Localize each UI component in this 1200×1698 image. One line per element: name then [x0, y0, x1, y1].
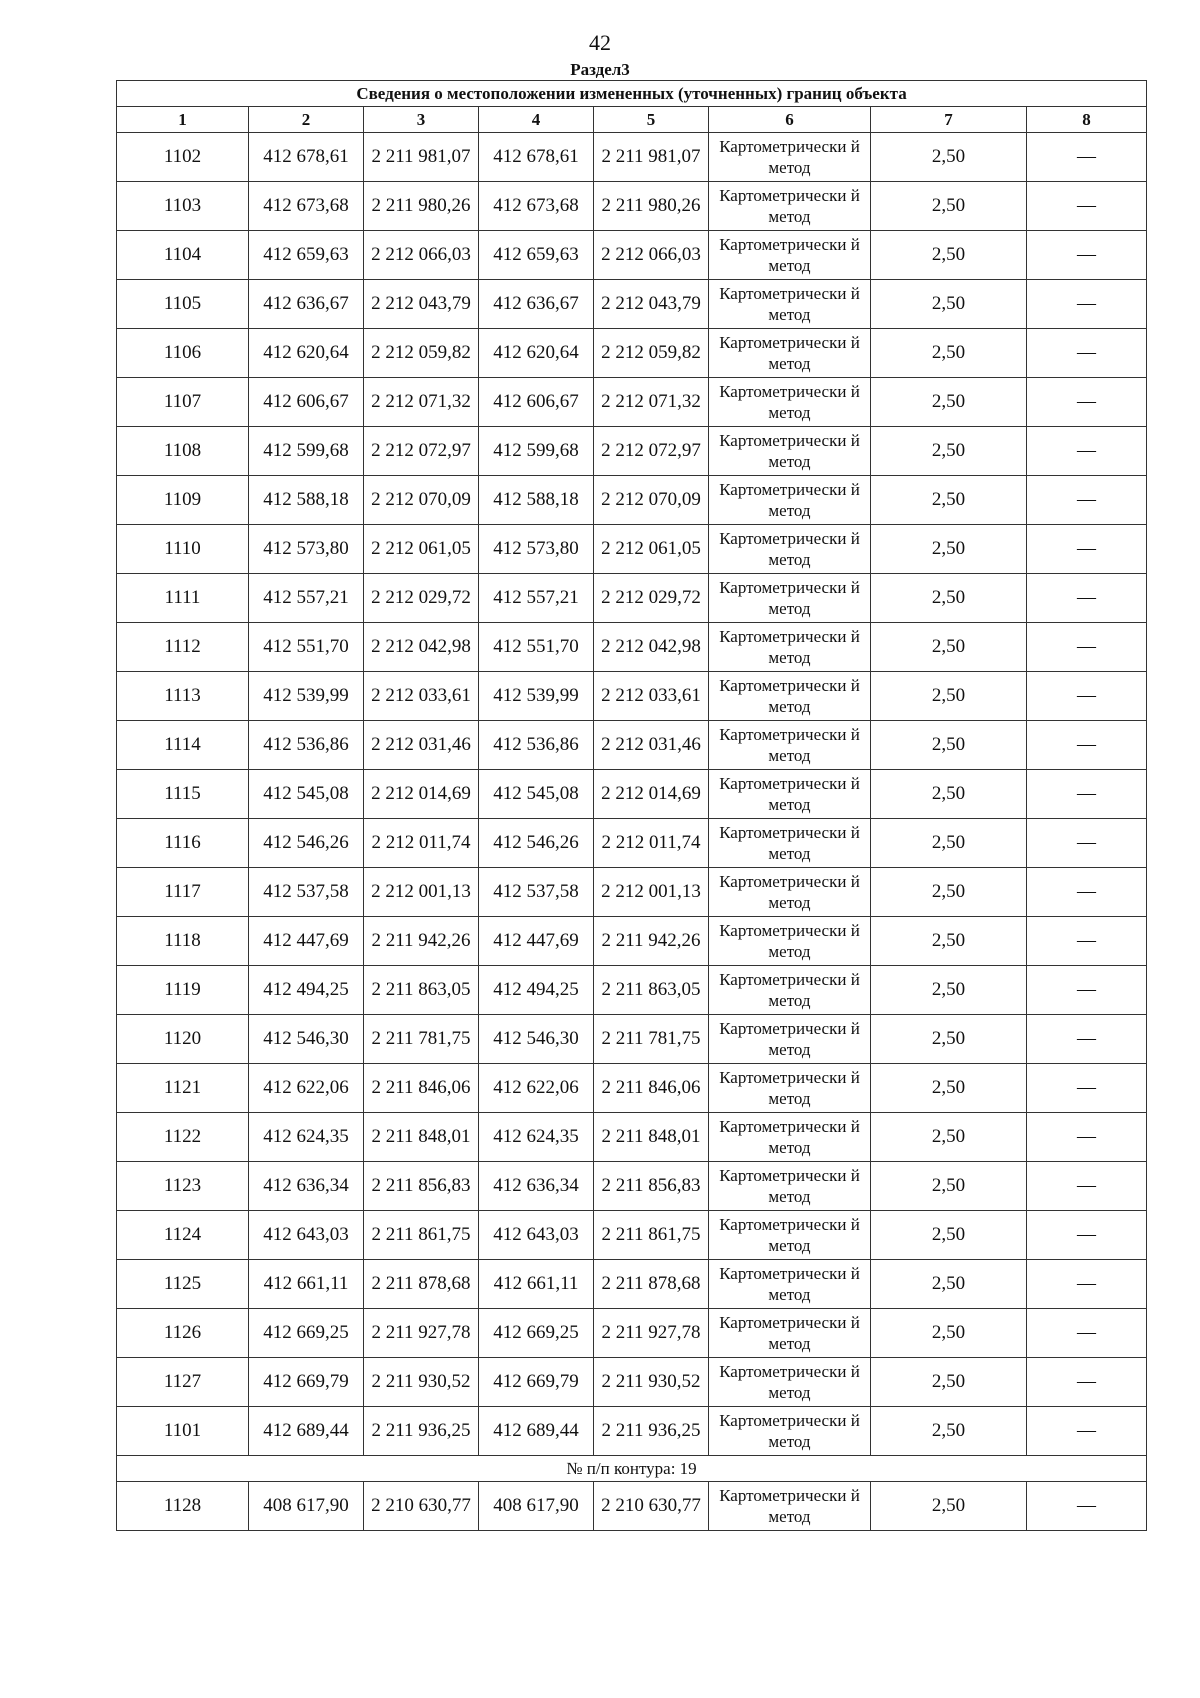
- method-cell: Картометрически й метод: [709, 868, 871, 917]
- y-coordinate-new-cell: 2 212 042,98: [594, 623, 709, 672]
- y-coordinate-cell: 2 211 927,78: [364, 1309, 479, 1358]
- method-cell: Картометрически й метод: [709, 1407, 871, 1456]
- accuracy-cell: 2,50: [871, 280, 1027, 329]
- description-cell: —: [1027, 966, 1147, 1015]
- method-cell: Картометрически й метод: [709, 329, 871, 378]
- description-cell: —: [1027, 133, 1147, 182]
- table-row: [117, 574, 1147, 623]
- description-cell: —: [1027, 1015, 1147, 1064]
- x-coordinate-new-cell: 412 620,64: [479, 329, 594, 378]
- y-coordinate-cell: 2 211 980,26: [364, 182, 479, 231]
- y-coordinate-new-cell: 2 211 878,68: [594, 1260, 709, 1309]
- description-cell: —: [1027, 623, 1147, 672]
- column-header: 3: [364, 107, 479, 133]
- section-title: Раздел3: [570, 60, 630, 79]
- x-coordinate-new-cell: 412 606,67: [479, 378, 594, 427]
- y-coordinate-new-cell: 2 212 014,69: [594, 770, 709, 819]
- y-coordinate-cell: 2 212 031,46: [364, 721, 479, 770]
- table-row: [117, 1015, 1147, 1064]
- x-coordinate-cell: 412 573,80: [249, 525, 364, 574]
- y-coordinate-cell: 2 212 072,97: [364, 427, 479, 476]
- accuracy-cell: 2,50: [871, 672, 1027, 721]
- y-coordinate-new-cell: 2 211 846,06: [594, 1064, 709, 1113]
- method-cell: Картометрически й метод: [709, 721, 871, 770]
- method-cell: Картометрически й метод: [709, 1113, 871, 1162]
- x-coordinate-new-cell: 412 546,30: [479, 1015, 594, 1064]
- accuracy-cell: 2,50: [871, 623, 1027, 672]
- x-coordinate-new-cell: 412 636,67: [479, 280, 594, 329]
- y-coordinate-new-cell: 2 212 072,97: [594, 427, 709, 476]
- accuracy-cell: 2,50: [871, 868, 1027, 917]
- x-coordinate-cell: 412 557,21: [249, 574, 364, 623]
- accuracy-cell: 2,50: [871, 1260, 1027, 1309]
- description-cell: —: [1027, 1309, 1147, 1358]
- description-cell: —: [1027, 1064, 1147, 1113]
- y-coordinate-new-cell: 2 211 781,75: [594, 1015, 709, 1064]
- y-coordinate-cell: 2 212 061,05: [364, 525, 479, 574]
- y-coordinate-cell: 2 212 033,61: [364, 672, 479, 721]
- y-coordinate-new-cell: 2 211 927,78: [594, 1309, 709, 1358]
- method-cell: Картометрически й метод: [709, 819, 871, 868]
- x-coordinate-cell: 412 622,06: [249, 1064, 364, 1113]
- x-coordinate-new-cell: 412 669,25: [479, 1309, 594, 1358]
- x-coordinate-cell: 408 617,90: [249, 1482, 364, 1531]
- accuracy-cell: 2,50: [871, 770, 1027, 819]
- x-coordinate-new-cell: 412 622,06: [479, 1064, 594, 1113]
- x-coordinate-cell: 412 661,11: [249, 1260, 364, 1309]
- x-coordinate-new-cell: 412 546,26: [479, 819, 594, 868]
- table-row: [117, 231, 1147, 280]
- point-number-cell: 1119: [117, 966, 249, 1015]
- x-coordinate-cell: 412 606,67: [249, 378, 364, 427]
- x-coordinate-new-cell: 412 678,61: [479, 133, 594, 182]
- accuracy-cell: 2,50: [871, 427, 1027, 476]
- y-coordinate-new-cell: 2 211 980,26: [594, 182, 709, 231]
- y-coordinate-new-cell: 2 212 043,79: [594, 280, 709, 329]
- accuracy-cell: 2,50: [871, 966, 1027, 1015]
- x-coordinate-cell: 412 539,99: [249, 672, 364, 721]
- x-coordinate-cell: 412 643,03: [249, 1211, 364, 1260]
- x-coordinate-cell: 412 669,79: [249, 1358, 364, 1407]
- x-coordinate-cell: 412 494,25: [249, 966, 364, 1015]
- method-cell: Картометрически й метод: [709, 672, 871, 721]
- table-row: [117, 525, 1147, 574]
- description-cell: —: [1027, 427, 1147, 476]
- x-coordinate-new-cell: 412 689,44: [479, 1407, 594, 1456]
- page-number: 42: [589, 30, 611, 55]
- x-coordinate-cell: 412 620,64: [249, 329, 364, 378]
- boundary-coordinates-table: [116, 80, 1147, 1531]
- accuracy-cell: 2,50: [871, 1309, 1027, 1358]
- table-row: [117, 1482, 1147, 1531]
- y-coordinate-cell: 2 211 856,83: [364, 1162, 479, 1211]
- x-coordinate-cell: 412 599,68: [249, 427, 364, 476]
- y-coordinate-cell: 2 211 861,75: [364, 1211, 479, 1260]
- method-cell: Картометрически й метод: [709, 280, 871, 329]
- method-cell: Картометрически й метод: [709, 231, 871, 280]
- method-cell: Картометрически й метод: [709, 1064, 871, 1113]
- y-coordinate-new-cell: 2 212 066,03: [594, 231, 709, 280]
- description-cell: —: [1027, 574, 1147, 623]
- y-coordinate-new-cell: 2 212 033,61: [594, 672, 709, 721]
- description-cell: —: [1027, 721, 1147, 770]
- x-coordinate-new-cell: 412 539,99: [479, 672, 594, 721]
- description-cell: —: [1027, 525, 1147, 574]
- table-row: [117, 623, 1147, 672]
- accuracy-cell: 2,50: [871, 917, 1027, 966]
- point-number-cell: 1118: [117, 917, 249, 966]
- accuracy-cell: 2,50: [871, 182, 1027, 231]
- table-row: [117, 1358, 1147, 1407]
- x-coordinate-cell: 412 537,58: [249, 868, 364, 917]
- y-coordinate-new-cell: 2 212 011,74: [594, 819, 709, 868]
- accuracy-cell: 2,50: [871, 231, 1027, 280]
- table-row: [117, 182, 1147, 231]
- accuracy-cell: 2,50: [871, 1211, 1027, 1260]
- accuracy-cell: 2,50: [871, 1113, 1027, 1162]
- y-coordinate-cell: 2 212 014,69: [364, 770, 479, 819]
- y-coordinate-cell: 2 211 936,25: [364, 1407, 479, 1456]
- point-number-cell: 1123: [117, 1162, 249, 1211]
- description-cell: —: [1027, 329, 1147, 378]
- table-row: [117, 966, 1147, 1015]
- y-coordinate-new-cell: 2 211 981,07: [594, 133, 709, 182]
- accuracy-cell: 2,50: [871, 574, 1027, 623]
- y-coordinate-cell: 2 210 630,77: [364, 1482, 479, 1531]
- method-cell: Картометрически й метод: [709, 378, 871, 427]
- accuracy-cell: 2,50: [871, 1407, 1027, 1456]
- point-number-cell: 1112: [117, 623, 249, 672]
- description-cell: —: [1027, 1113, 1147, 1162]
- point-number-cell: 1128: [117, 1482, 249, 1531]
- y-coordinate-cell: 2 212 011,74: [364, 819, 479, 868]
- accuracy-cell: 2,50: [871, 476, 1027, 525]
- method-cell: Картометрически й метод: [709, 427, 871, 476]
- description-cell: —: [1027, 868, 1147, 917]
- point-number-cell: 1127: [117, 1358, 249, 1407]
- table-row: [117, 280, 1147, 329]
- table-row: [117, 819, 1147, 868]
- y-coordinate-cell: 2 211 930,52: [364, 1358, 479, 1407]
- method-cell: Картометрически й метод: [709, 1015, 871, 1064]
- description-cell: —: [1027, 1162, 1147, 1211]
- table-row: [117, 133, 1147, 182]
- point-number-cell: 1120: [117, 1015, 249, 1064]
- description-cell: —: [1027, 917, 1147, 966]
- table-caption: Сведения о местоположении измененных (уточненных) границ объекта: [117, 81, 1147, 107]
- point-number-cell: 1124: [117, 1211, 249, 1260]
- x-coordinate-cell: 412 689,44: [249, 1407, 364, 1456]
- method-cell: Картометрически й метод: [709, 182, 871, 231]
- y-coordinate-new-cell: 2 212 059,82: [594, 329, 709, 378]
- contour-label: № п/п контура: 19: [117, 1456, 1147, 1482]
- y-coordinate-cell: 2 211 848,01: [364, 1113, 479, 1162]
- x-coordinate-cell: 412 669,25: [249, 1309, 364, 1358]
- y-coordinate-cell: 2 212 001,13: [364, 868, 479, 917]
- y-coordinate-cell: 2 211 981,07: [364, 133, 479, 182]
- x-coordinate-cell: 412 546,30: [249, 1015, 364, 1064]
- y-coordinate-new-cell: 2 211 856,83: [594, 1162, 709, 1211]
- y-coordinate-new-cell: 2 212 061,05: [594, 525, 709, 574]
- y-coordinate-new-cell: 2 212 070,09: [594, 476, 709, 525]
- description-cell: —: [1027, 672, 1147, 721]
- table-row: [117, 427, 1147, 476]
- column-header: 6: [709, 107, 871, 133]
- x-coordinate-cell: 412 588,18: [249, 476, 364, 525]
- y-coordinate-new-cell: 2 211 861,75: [594, 1211, 709, 1260]
- y-coordinate-new-cell: 2 210 630,77: [594, 1482, 709, 1531]
- x-coordinate-new-cell: 412 643,03: [479, 1211, 594, 1260]
- method-cell: Картометрически й метод: [709, 476, 871, 525]
- y-coordinate-cell: 2 212 042,98: [364, 623, 479, 672]
- x-coordinate-cell: 412 536,86: [249, 721, 364, 770]
- description-cell: —: [1027, 819, 1147, 868]
- table-row: [117, 1407, 1147, 1456]
- x-coordinate-new-cell: 412 573,80: [479, 525, 594, 574]
- method-cell: Картометрически й метод: [709, 623, 871, 672]
- method-cell: Картометрически й метод: [709, 917, 871, 966]
- point-number-cell: 1125: [117, 1260, 249, 1309]
- table-row: [117, 1309, 1147, 1358]
- y-coordinate-cell: 2 211 942,26: [364, 917, 479, 966]
- table-row: [117, 672, 1147, 721]
- x-coordinate-new-cell: 412 536,86: [479, 721, 594, 770]
- column-header: 8: [1027, 107, 1147, 133]
- contour-row: [117, 1456, 1147, 1482]
- point-number-cell: 1115: [117, 770, 249, 819]
- accuracy-cell: 2,50: [871, 525, 1027, 574]
- method-cell: Картометрически й метод: [709, 525, 871, 574]
- table-row: [117, 1162, 1147, 1211]
- x-coordinate-cell: 412 678,61: [249, 133, 364, 182]
- method-cell: Картометрически й метод: [709, 1211, 871, 1260]
- description-cell: —: [1027, 770, 1147, 819]
- table-row: [117, 1211, 1147, 1260]
- x-coordinate-new-cell: 412 636,34: [479, 1162, 594, 1211]
- column-header: 7: [871, 107, 1027, 133]
- method-cell: Картометрически й метод: [709, 1358, 871, 1407]
- method-cell: Картометрически й метод: [709, 133, 871, 182]
- y-coordinate-cell: 2 211 781,75: [364, 1015, 479, 1064]
- point-number-cell: 1117: [117, 868, 249, 917]
- description-cell: —: [1027, 1260, 1147, 1309]
- accuracy-cell: 2,50: [871, 133, 1027, 182]
- accuracy-cell: 2,50: [871, 329, 1027, 378]
- column-header-row: [117, 107, 1147, 133]
- point-number-cell: 1113: [117, 672, 249, 721]
- table-row: [117, 329, 1147, 378]
- x-coordinate-cell: 412 545,08: [249, 770, 364, 819]
- description-cell: —: [1027, 378, 1147, 427]
- table-row: [117, 1260, 1147, 1309]
- method-cell: Картометрически й метод: [709, 1482, 871, 1531]
- accuracy-cell: 2,50: [871, 1015, 1027, 1064]
- method-cell: Картометрически й метод: [709, 770, 871, 819]
- point-number-cell: 1104: [117, 231, 249, 280]
- x-coordinate-cell: 412 624,35: [249, 1113, 364, 1162]
- x-coordinate-cell: 412 447,69: [249, 917, 364, 966]
- x-coordinate-cell: 412 546,26: [249, 819, 364, 868]
- accuracy-cell: 2,50: [871, 1064, 1027, 1113]
- description-cell: —: [1027, 231, 1147, 280]
- y-coordinate-cell: 2 212 059,82: [364, 329, 479, 378]
- x-coordinate-new-cell: 408 617,90: [479, 1482, 594, 1531]
- x-coordinate-new-cell: 412 447,69: [479, 917, 594, 966]
- point-number-cell: 1106: [117, 329, 249, 378]
- x-coordinate-new-cell: 412 599,68: [479, 427, 594, 476]
- point-number-cell: 1121: [117, 1064, 249, 1113]
- table-row: [117, 1064, 1147, 1113]
- table-row: [117, 1113, 1147, 1162]
- column-header: 2: [249, 107, 364, 133]
- point-number-cell: 1110: [117, 525, 249, 574]
- y-coordinate-cell: 2 212 043,79: [364, 280, 479, 329]
- point-number-cell: 1114: [117, 721, 249, 770]
- x-coordinate-new-cell: 412 669,79: [479, 1358, 594, 1407]
- x-coordinate-new-cell: 412 673,68: [479, 182, 594, 231]
- description-cell: —: [1027, 182, 1147, 231]
- x-coordinate-cell: 412 659,63: [249, 231, 364, 280]
- description-cell: —: [1027, 280, 1147, 329]
- x-coordinate-cell: 412 636,34: [249, 1162, 364, 1211]
- accuracy-cell: 2,50: [871, 1358, 1027, 1407]
- point-number-cell: 1103: [117, 182, 249, 231]
- y-coordinate-new-cell: 2 211 930,52: [594, 1358, 709, 1407]
- point-number-cell: 1109: [117, 476, 249, 525]
- x-coordinate-new-cell: 412 537,58: [479, 868, 594, 917]
- y-coordinate-new-cell: 2 212 001,13: [594, 868, 709, 917]
- point-number-cell: 1116: [117, 819, 249, 868]
- table-row: [117, 868, 1147, 917]
- y-coordinate-new-cell: 2 212 029,72: [594, 574, 709, 623]
- column-header: 4: [479, 107, 594, 133]
- y-coordinate-cell: 2 212 071,32: [364, 378, 479, 427]
- y-coordinate-cell: 2 212 070,09: [364, 476, 479, 525]
- x-coordinate-new-cell: 412 588,18: [479, 476, 594, 525]
- column-header: 5: [594, 107, 709, 133]
- accuracy-cell: 2,50: [871, 819, 1027, 868]
- point-number-cell: 1101: [117, 1407, 249, 1456]
- x-coordinate-cell: 412 673,68: [249, 182, 364, 231]
- point-number-cell: 1126: [117, 1309, 249, 1358]
- point-number-cell: 1108: [117, 427, 249, 476]
- y-coordinate-cell: 2 211 863,05: [364, 966, 479, 1015]
- point-number-cell: 1111: [117, 574, 249, 623]
- table-row: [117, 721, 1147, 770]
- method-cell: Картометрически й метод: [709, 966, 871, 1015]
- y-coordinate-cell: 2 211 878,68: [364, 1260, 479, 1309]
- accuracy-cell: 2,50: [871, 721, 1027, 770]
- x-coordinate-new-cell: 412 659,63: [479, 231, 594, 280]
- point-number-cell: 1105: [117, 280, 249, 329]
- x-coordinate-new-cell: 412 494,25: [479, 966, 594, 1015]
- y-coordinate-new-cell: 2 211 848,01: [594, 1113, 709, 1162]
- x-coordinate-new-cell: 412 661,11: [479, 1260, 594, 1309]
- y-coordinate-new-cell: 2 211 942,26: [594, 917, 709, 966]
- x-coordinate-new-cell: 412 545,08: [479, 770, 594, 819]
- description-cell: —: [1027, 1482, 1147, 1531]
- x-coordinate-new-cell: 412 551,70: [479, 623, 594, 672]
- description-cell: —: [1027, 1358, 1147, 1407]
- x-coordinate-cell: 412 636,67: [249, 280, 364, 329]
- y-coordinate-new-cell: 2 211 936,25: [594, 1407, 709, 1456]
- accuracy-cell: 2,50: [871, 1162, 1027, 1211]
- point-number-cell: 1107: [117, 378, 249, 427]
- y-coordinate-cell: 2 211 846,06: [364, 1064, 479, 1113]
- point-number-cell: 1122: [117, 1113, 249, 1162]
- description-cell: —: [1027, 1407, 1147, 1456]
- accuracy-cell: 2,50: [871, 1482, 1027, 1531]
- y-coordinate-new-cell: 2 212 031,46: [594, 721, 709, 770]
- table-row: [117, 378, 1147, 427]
- x-coordinate-cell: 412 551,70: [249, 623, 364, 672]
- description-cell: —: [1027, 476, 1147, 525]
- point-number-cell: 1102: [117, 133, 249, 182]
- method-cell: Картометрически й метод: [709, 1260, 871, 1309]
- x-coordinate-new-cell: 412 624,35: [479, 1113, 594, 1162]
- table-row: [117, 770, 1147, 819]
- table-body: [117, 133, 1147, 1531]
- y-coordinate-cell: 2 212 029,72: [364, 574, 479, 623]
- accuracy-cell: 2,50: [871, 378, 1027, 427]
- table-row: [117, 476, 1147, 525]
- y-coordinate-new-cell: 2 212 071,32: [594, 378, 709, 427]
- table-row: [117, 917, 1147, 966]
- x-coordinate-new-cell: 412 557,21: [479, 574, 594, 623]
- description-cell: —: [1027, 1211, 1147, 1260]
- y-coordinate-cell: 2 212 066,03: [364, 231, 479, 280]
- method-cell: Картометрически й метод: [709, 574, 871, 623]
- y-coordinate-new-cell: 2 211 863,05: [594, 966, 709, 1015]
- column-header: 1: [117, 107, 249, 133]
- method-cell: Картометрически й метод: [709, 1309, 871, 1358]
- method-cell: Картометрически й метод: [709, 1162, 871, 1211]
